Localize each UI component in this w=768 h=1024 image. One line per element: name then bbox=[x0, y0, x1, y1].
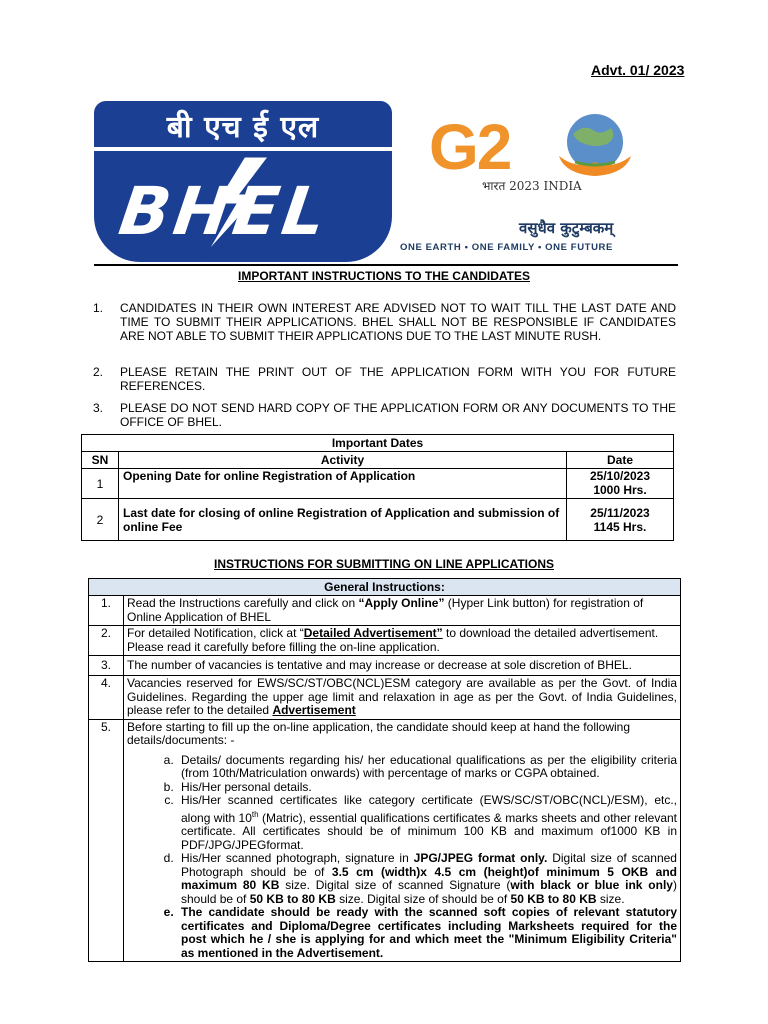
table-row: 4. Vacancies reserved for EWS/SC/ST/OBC(NCL)ESM category are available as per the Govt. of India Guidelines. Regarding the upper age limit and relaxation in age as per the Govt. of India Guidelines, please refer to the detailed Advertisement bbox=[89, 676, 681, 720]
documents-list bbox=[127, 754, 677, 961]
g20-tagline: ONE EARTH • ONE FAMILY • ONE FUTURE bbox=[400, 242, 613, 253]
g20-motto-hindi: वसुधैव कुटुम्बकम् bbox=[519, 219, 614, 237]
general-instructions-table bbox=[88, 578, 681, 962]
online-instructions-heading: INSTRUCTIONS FOR SUBMITTING ON LINE APPLICATIONS bbox=[214, 557, 554, 571]
col-activity: Activity bbox=[119, 452, 567, 469]
g20-wordmark: G2 bbox=[429, 111, 511, 183]
list-item: a. Details/ documents regarding his/ her educational qualifications as per the eligibility criteria (from 10th/Matriculation onwards) with percentage of marks or CGPA obtained. bbox=[177, 754, 677, 781]
list-item: c. His/Her scanned certificates like category certificate (EWS/SC/ST/OBC(NCL)/ESM), etc., along with 10th (Matric), essential qualifications certificates & marks sheets and other relevant certificate. All certificates should be of minimum 100 KB and maximum of1000 KB in PDF/JPG/JPEGformat. bbox=[177, 794, 677, 852]
table-row: 1 Opening Date for online Registration of Application 25/10/2023 1000 Hrs. bbox=[82, 469, 674, 499]
col-date: Date bbox=[567, 452, 674, 469]
table-row: 1. Read the Instructions carefully and click on “Apply Online” (Hyper Link button) for registration of Online Application of BHEL bbox=[89, 596, 681, 626]
instruction-item: 2. PLEASE RETAIN THE PRINT OUT OF THE APPLICATION FORM WITH YOU FOR FUTURE REFERENCES. bbox=[93, 365, 676, 393]
list-item: d. His/Her scanned photograph, signature in JPG/JPEG format only. Digital size of scanned Photograph should be of 3.5 cm (width)x 4.5 cm (height)of minimum 5 OKB and maximum 80 KB size. Digital size of scanned Signature (with black or blue ink only) should be of 50 KB to 80 KB size. Digital size of should be of 50 KB to 80 KB size. bbox=[177, 852, 677, 906]
globe-lotus-icon bbox=[553, 112, 639, 182]
general-instructions-title: General Instructions: bbox=[89, 579, 681, 596]
table-row: 2. For detailed Notification, click at “Detailed Advertisement” to download the detailed advertisement. Please read it carefully before filling the on-line application. bbox=[89, 626, 681, 656]
g20-logo bbox=[400, 110, 685, 260]
bhel-hindi-name: बी एच ई एल bbox=[166, 110, 320, 145]
advertisement-link[interactable]: Advertisement bbox=[272, 703, 356, 717]
list-item: b. His/Her personal details. bbox=[177, 781, 677, 795]
table-row: 5. Before starting to fill up the on-line application, the candidate should keep at hand the following details/documents: - a. Details/ documents regarding his/ her educational qualifications as per the eligibility criteria (from 10th/Matriculation onwards) with percentage of marks or CGPA obtained. b. His/Her personal details. c. His/Her scanned certificates like category certificate (EWS/SC/ST/OBC(NCL)/ESM), etc., along with 10th (Matric), essential qualifications certificates & marks sheets and other relevant certificate. All certificates should be of minimum 100 KB and maximum of1000 KB in PDF/JPG/JPEGformat. d. His/Her scanned photograph, signature in JPG/JPEG format only. Digital size of scanned Photograph should be of 3.5 cm (width)x 4.5 cm (height)of minimum 5 OKB and maximum 80 KB size. Digital size of scanned Signature (with black or blue ink only) should be of 50 KB to 80 KB size. Digital size of should be of 50 KB to 80 KB size. e. The candidate should be ready with the scanned soft copies of relevant statutory certificates and Diploma/Degree certificates including Marksheets required for the post which he / she is applying for and which meet the "Minimum Eligibility Criteria" as mentioned in the Advertisement. bbox=[89, 719, 681, 962]
g20-year: भारत 2023 INDIA bbox=[482, 179, 582, 193]
instruction-item: 3. PLEASE DO NOT SEND HARD COPY OF THE APPLICATION FORM OR ANY DOCUMENTS TO THE OFFICE OF BHEL. bbox=[93, 401, 676, 429]
header-divider bbox=[94, 264, 678, 266]
important-instructions-heading: IMPORTANT INSTRUCTIONS TO THE CANDIDATES bbox=[238, 269, 530, 283]
bhel-wordmark: BHEL bbox=[114, 173, 335, 250]
list-item: e. The candidate should be ready with the scanned soft copies of relevant statutory certificates and Diploma/Degree certificates including Marksheets required for the post which he / she is applying for and which meet the "Minimum Eligibility Criteria" as mentioned in the Advertisement. bbox=[177, 906, 677, 960]
detailed-advertisement-link[interactable]: Detailed Advertisement” bbox=[303, 626, 443, 640]
instruction-item: 1. CANDIDATES IN THEIR OWN INTEREST ARE ADVISED NOT TO WAIT TILL THE LAST DATE AND TIME TO SUBMIT THEIR APPLICATIONS. BHEL SHALL NOT BE RESPONSIBLE IF CANDIDATES ARE NOT ABLE TO SUBMIT THEIR APPLICATIONS DUE TO THE LAST MINUTE RUSH. bbox=[93, 301, 676, 343]
advertisement-number: Advt. 01/ 2023 bbox=[591, 62, 685, 78]
col-sn: SN bbox=[82, 452, 119, 469]
table-row: 2 Last date for closing of online Registration of Application and submission of online Fee 25/11/2023 1145 Hrs. bbox=[82, 499, 674, 541]
dates-table-title: Important Dates bbox=[82, 435, 674, 452]
important-dates-table bbox=[81, 434, 674, 541]
table-row: 3. The number of vacancies is tentative and may increase or decrease at sole discretion of BHEL. bbox=[89, 656, 681, 676]
bhel-logo bbox=[94, 101, 392, 262]
